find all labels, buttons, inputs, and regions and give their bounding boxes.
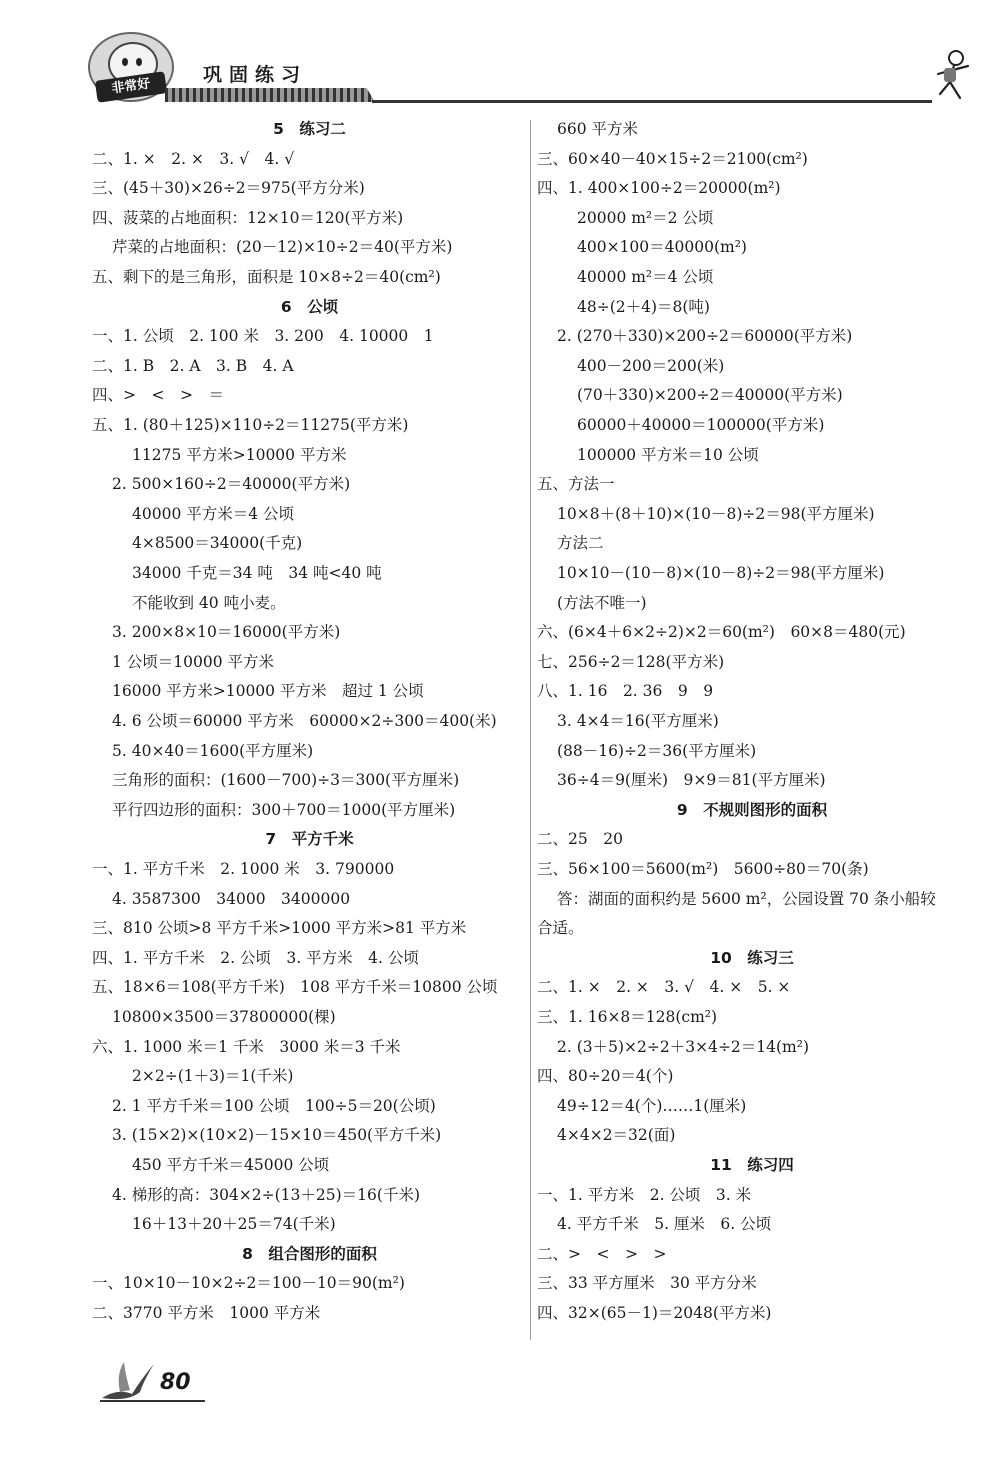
- answer-line: 四、1. 400×100÷2＝20000(m²): [537, 179, 781, 198]
- answer-line: 16＋13＋20＋25＝74(千米): [132, 1215, 336, 1234]
- answer-line: 10×10－(10－8)×(10－8)÷2＝98(平方厘米): [557, 564, 885, 582]
- answer-line: 七、256÷2＝128(平方米): [537, 652, 725, 671]
- answer-line: 平行四边形的面积：300＋700＝1000(平方厘米): [112, 800, 456, 819]
- answer-line: 4×8500＝34000(千克): [132, 534, 303, 553]
- answer-line: 答：湖面的面积约是 5600 m²，公园设置 70 条小船较: [557, 889, 936, 908]
- answer-line: 2. (3＋5)×2÷2＋3×4÷2＝14(m²): [557, 1037, 810, 1056]
- answer-line: 3. (15×2)×(10×2)－15×10＝450(平方千米): [112, 1126, 442, 1145]
- answer-line: 40000 m²＝4 公顷: [577, 268, 714, 286]
- page-number: 80: [160, 1370, 191, 1395]
- answer-line: 三、(45＋30)×26÷2＝975(平方分米): [92, 179, 365, 198]
- answer-line: 六、1. 1000 米＝1 千米 3000 米＝3 千米: [92, 1037, 401, 1056]
- answer-line: 3. 200×8×10＝16000(平方米): [112, 623, 341, 642]
- header-decorative-band: [165, 88, 375, 102]
- answer-line: 二、3770 平方米 1000 平方米: [92, 1304, 321, 1322]
- answer-line: 四、> < > ＝: [92, 386, 224, 405]
- answer-line: 3. 4×4＝16(平方厘米): [557, 712, 719, 730]
- page-header: [0, 0, 1000, 110]
- footer-rule: [100, 1400, 205, 1402]
- answer-line: 合适。: [537, 919, 584, 938]
- answer-line: 2×2÷(1＋3)＝1(千米): [132, 1067, 294, 1086]
- page-footer: [0, 1340, 1000, 1462]
- answer-line: 100000 平方米＝10 公顷: [577, 445, 759, 464]
- section-heading: 6 公顷: [280, 297, 339, 316]
- header-title: 巩固练习: [203, 64, 308, 86]
- answer-line: (方法不唯一): [557, 593, 647, 612]
- answer-line: 660 平方米: [557, 120, 639, 138]
- answer-line: 六、(6×4＋6×2÷2)×2＝60(m²) 60×8＝480(元): [537, 623, 906, 642]
- bird-icon: [98, 1358, 158, 1402]
- section-heading: 9 不规则图形的面积: [676, 800, 828, 819]
- answer-line: 49÷12＝4(个)……1(厘米): [557, 1096, 747, 1115]
- answer-line: 二、> < > >: [537, 1244, 667, 1263]
- header-rule: [372, 100, 932, 103]
- column-divider: [530, 120, 531, 1340]
- answer-line: 一、1. 公顷 2. 100 米 3. 200 4. 10000 1: [92, 327, 434, 346]
- answer-line: 五、18×6＝108(平方千米) 108 平方千米＝10800 公顷: [92, 978, 498, 997]
- answer-line: 48÷(2＋4)＝8(吨): [577, 297, 710, 316]
- answer-line: 三、810 公顷>8 平方千米>1000 平方米>81 平方米: [92, 919, 467, 938]
- section-heading: 7 平方千米: [265, 830, 354, 849]
- answer-line: 芹菜的占地面积：(20－12)×10÷2＝40(平方米): [112, 238, 453, 257]
- answer-line: 4. 梯形的高：304×2÷(13＋25)＝16(千米): [112, 1185, 420, 1204]
- section-heading: 10 练习三: [710, 948, 794, 967]
- answer-line: 四、1. 平方千米 2. 公顷 3. 平方米 4. 公顷: [92, 948, 419, 967]
- answer-line: 不能收到 40 吨小麦。: [132, 593, 286, 612]
- answer-line: 10800×3500＝37800000(棵): [112, 1008, 336, 1026]
- answer-line: 四、80÷20＝4(个): [537, 1067, 674, 1086]
- answer-line: 三、60×40－40×15÷2＝2100(cm²): [537, 149, 808, 168]
- answer-line: 450 平方千米＝45000 公顷: [132, 1156, 330, 1174]
- answer-line: 四、32×(65－1)＝2048(平方米): [537, 1304, 772, 1322]
- answer-line: 一、1. 平方米 2. 公顷 3. 米: [537, 1185, 752, 1204]
- answer-line: 36÷4＝9(厘米) 9×9＝81(平方厘米): [557, 771, 826, 790]
- answer-line: 5. 40×40＝1600(平方厘米): [112, 741, 314, 760]
- answer-line: 一、1. 平方千米 2. 1000 米 3. 790000: [92, 860, 395, 878]
- answer-line: 4×4×2＝32(面): [557, 1126, 676, 1145]
- answer-line: 2. 500×160÷2＝40000(平方米): [112, 475, 351, 494]
- answer-line: 20000 m²＝2 公顷: [577, 208, 714, 227]
- answer-line: (88－16)÷2＝36(平方厘米): [557, 741, 757, 760]
- answer-line: 三、33 平方厘米 30 平方分米: [537, 1274, 757, 1293]
- answer-line: 40000 平方米＝4 公顷: [132, 504, 295, 523]
- answer-line: 五、方法一: [537, 475, 615, 494]
- answer-line: 一、10×10－10×2÷2＝100－10＝90(m²): [92, 1274, 405, 1293]
- answer-line: 方法二: [557, 534, 604, 553]
- answer-line: 二、25 20: [537, 830, 623, 849]
- answer-line: 二、1. B 2. A 3. B 4. A: [92, 356, 294, 375]
- answer-line: 三、1. 16×8＝128(cm²): [537, 1008, 718, 1026]
- section-heading: 5 练习二: [273, 120, 346, 138]
- logo-text: 非常好: [95, 71, 167, 103]
- section-heading: 8 组合图形的面积: [242, 1244, 377, 1263]
- answer-line: 二、1. × 2. × 3. √ 4. √: [92, 149, 295, 168]
- answer-line: 34000 千克＝34 吨 34 吨<40 吨: [132, 564, 382, 582]
- answer-line: 八、1. 16 2. 36 9 9: [537, 682, 714, 701]
- answer-line: 4. 6 公顷＝60000 平方米 60000×2÷300＝400(米): [112, 712, 497, 730]
- answer-line: 11275 平方米>10000 平方米: [132, 445, 347, 464]
- answer-line: 4. 3587300 34000 3400000: [112, 889, 351, 908]
- answer-line: 16000 平方米>10000 平方米 超过 1 公顷: [112, 682, 424, 701]
- answer-line: 4. 平方千米 5. 厘米 6. 公顷: [557, 1215, 772, 1234]
- answer-line: 五、剩下的是三角形，面积是 10×8÷2＝40(cm²): [92, 268, 441, 286]
- answer-line: 400－200＝200(米): [577, 356, 725, 375]
- answer-line: 五、1. (80＋125)×110÷2＝11275(平方米): [92, 416, 409, 434]
- answer-line: 60000＋40000＝100000(平方米): [577, 416, 825, 434]
- answer-line: 四、菠菜的占地面积：12×10＝120(平方米): [92, 208, 404, 227]
- answer-line: 2. (270＋330)×200÷2＝60000(平方米): [557, 327, 853, 346]
- section-heading: 11 练习四: [710, 1156, 794, 1174]
- answer-line: 1 公顷＝10000 平方米: [112, 652, 275, 671]
- answer-line: 400×100＝40000(m²): [577, 238, 747, 257]
- answer-line: 三、56×100＝5600(m²) 5600÷80＝70(条): [537, 860, 869, 878]
- answer-line: 三角形的面积：(1600－700)÷3＝300(平方厘米): [112, 771, 460, 790]
- answer-line: 二、1. × 2. × 3. √ 4. × 5. ×: [537, 978, 791, 997]
- answer-line: 10×8＋(8＋10)×(10－8)÷2＝98(平方厘米): [557, 504, 875, 523]
- answer-line: 2. 1 平方千米＝100 公顷 100÷5＝20(公顷): [112, 1096, 436, 1115]
- answer-line: (70＋330)×200÷2＝40000(平方米): [577, 386, 843, 405]
- running-mascot-icon: [930, 48, 976, 106]
